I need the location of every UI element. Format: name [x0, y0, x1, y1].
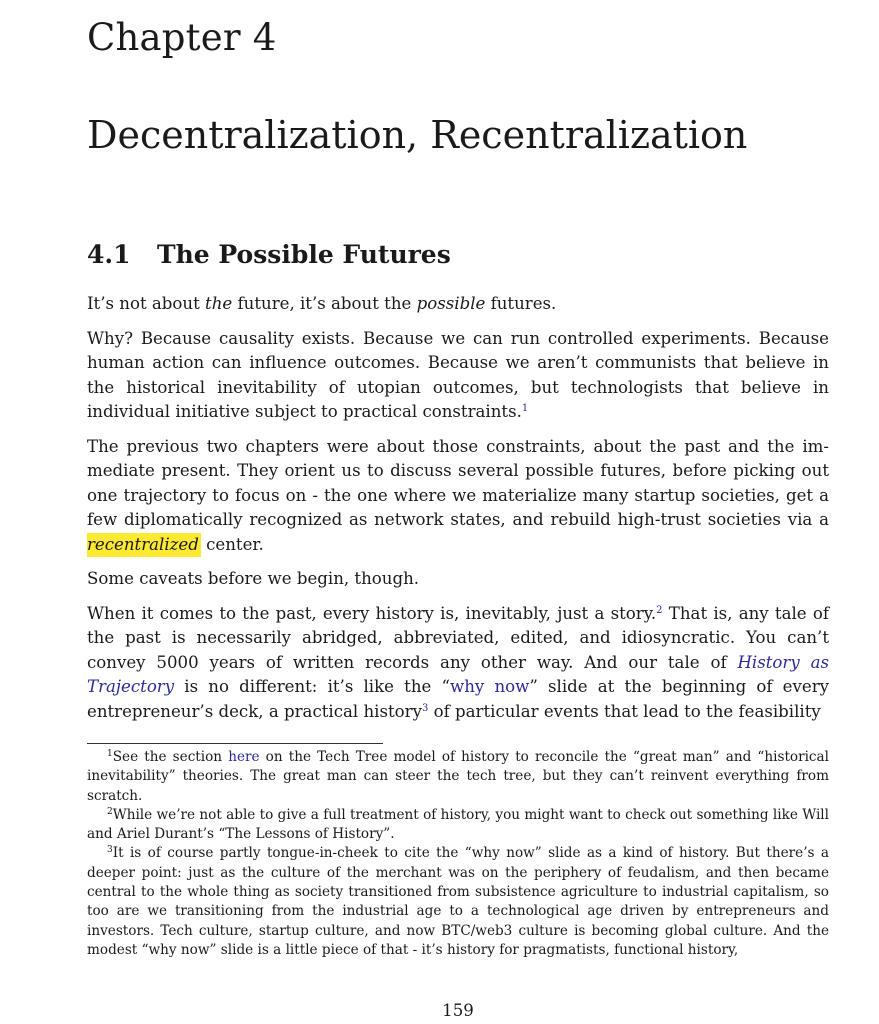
footnote-ref-1[interactable]: 1 [521, 403, 529, 414]
footnote-ref-3[interactable]: 3 [421, 702, 429, 714]
paragraph-4-text: Some caveats before we begin, though. [87, 569, 420, 588]
paragraph-3 [87, 435, 829, 558]
paragraph-5-text-a: When it comes to the past, every history is, inevitably, just a story. [87, 603, 657, 623]
chapter-label: Chapter 4 [87, 16, 277, 59]
paragraph-2 [87, 327, 829, 425]
highlighted-word: recentralized [87, 533, 201, 557]
footnote-ref-2[interactable]: 2 [656, 604, 663, 616]
paragraph-3-text-a: The previous two chapters were about those constraints, about the past and the immediate present. They orient us to discuss several possible futures, before picking out one trajectory to focus on - the one where we materialize many startup societies, get a few diplomatically recognized as network states, and rebuild high-trust societies via a [87, 436, 829, 529]
paragraph-5-text-b: That is, any tale of the past is necessarily abridged, abbreviated, edited, and idiosyncratic. You can’t convey 5000 years of written records any other way. And our tale of [87, 603, 829, 672]
footnote-2 [87, 806, 829, 845]
page-number: 159 [442, 1001, 474, 1020]
chapter-title: Decentralization, Recentralization [87, 113, 748, 157]
paragraph-1 [87, 292, 829, 317]
footnote-2-mark: 2 [107, 806, 113, 817]
section-number: 4.1 [87, 240, 131, 269]
footnote-1-text-a: See the section [112, 749, 229, 765]
section-title: The Possible Futures [157, 240, 451, 269]
paragraph-1-emphasis-possible: possible [416, 294, 486, 313]
paragraph-5-text-c: is no different: it’s like the “ [174, 677, 451, 696]
section-heading [87, 238, 451, 272]
paragraph-5 [87, 602, 829, 725]
body-text [87, 292, 829, 734]
footnote-rule [87, 743, 383, 744]
paragraph-2-text: Why? Because causality exists. Because we can run controlled experiments. Because human action can influence outcomes. Because we aren’t communists that believe in the historical inevitability of utopian outcomes, but technologists that believe in individual initiative subject to practical constraints. [87, 328, 829, 421]
paragraph-1-text-c: future, it’s about the [232, 294, 417, 313]
footnote-1-mark: 1 [107, 749, 113, 759]
footnote-3-text: It is of course partly tongue-in-cheek to cite the “why now” slide as a kind of history. But there’s a deeper point: just as the culture of the merchant was on the periphery of feudalism, and then became central to the whole thing as society transitioned from subsistence agriculture to industrial capitalism, so too are we transitioning from the industrial age to a technological age driven by entrepreneurs and investors. Tech culture, startup culture, and now BTC/web3 culture is becoming global culture. And the modest “why now” slide is a little piece of that - it’s history for pragmatists, functional history, [87, 845, 829, 958]
paragraph-1-emphasis-the: the [205, 294, 233, 313]
footnote-3 [87, 844, 829, 960]
history-as-trajectory-link[interactable]: History as Trajectory [87, 652, 829, 696]
footnote-1 [87, 748, 829, 806]
footnote-3-mark: 3 [107, 845, 113, 856]
paragraph-5-text-e: of particular events that lead to the feasibility [428, 701, 821, 721]
paragraph-4 [87, 567, 829, 592]
paragraph-3-text-b: center. [200, 534, 264, 554]
footnote-2-text: While we’re not able to give a full treatment of history, you might want to check out something like Will and Ariel Durant’s “The Lessons of History”. [87, 806, 829, 843]
paragraph-5-text-d: ” slide at the beginning of every entrepreneur’s deck, a practical history [87, 677, 830, 721]
footnotes [87, 748, 829, 960]
why-now-link[interactable]: why now [450, 677, 530, 696]
footnote-1-text-b: on the Tech Tree model of history to reconcile the “great man” and “historical inevitability” theories. The great man can steer the tech tree, but they can’t reinvent everything from scratch. [87, 749, 830, 804]
paragraph-1-text-e: futures. [485, 294, 557, 313]
here-link[interactable]: here [228, 749, 260, 765]
paragraph-1-text-a: It’s not about [87, 294, 206, 313]
